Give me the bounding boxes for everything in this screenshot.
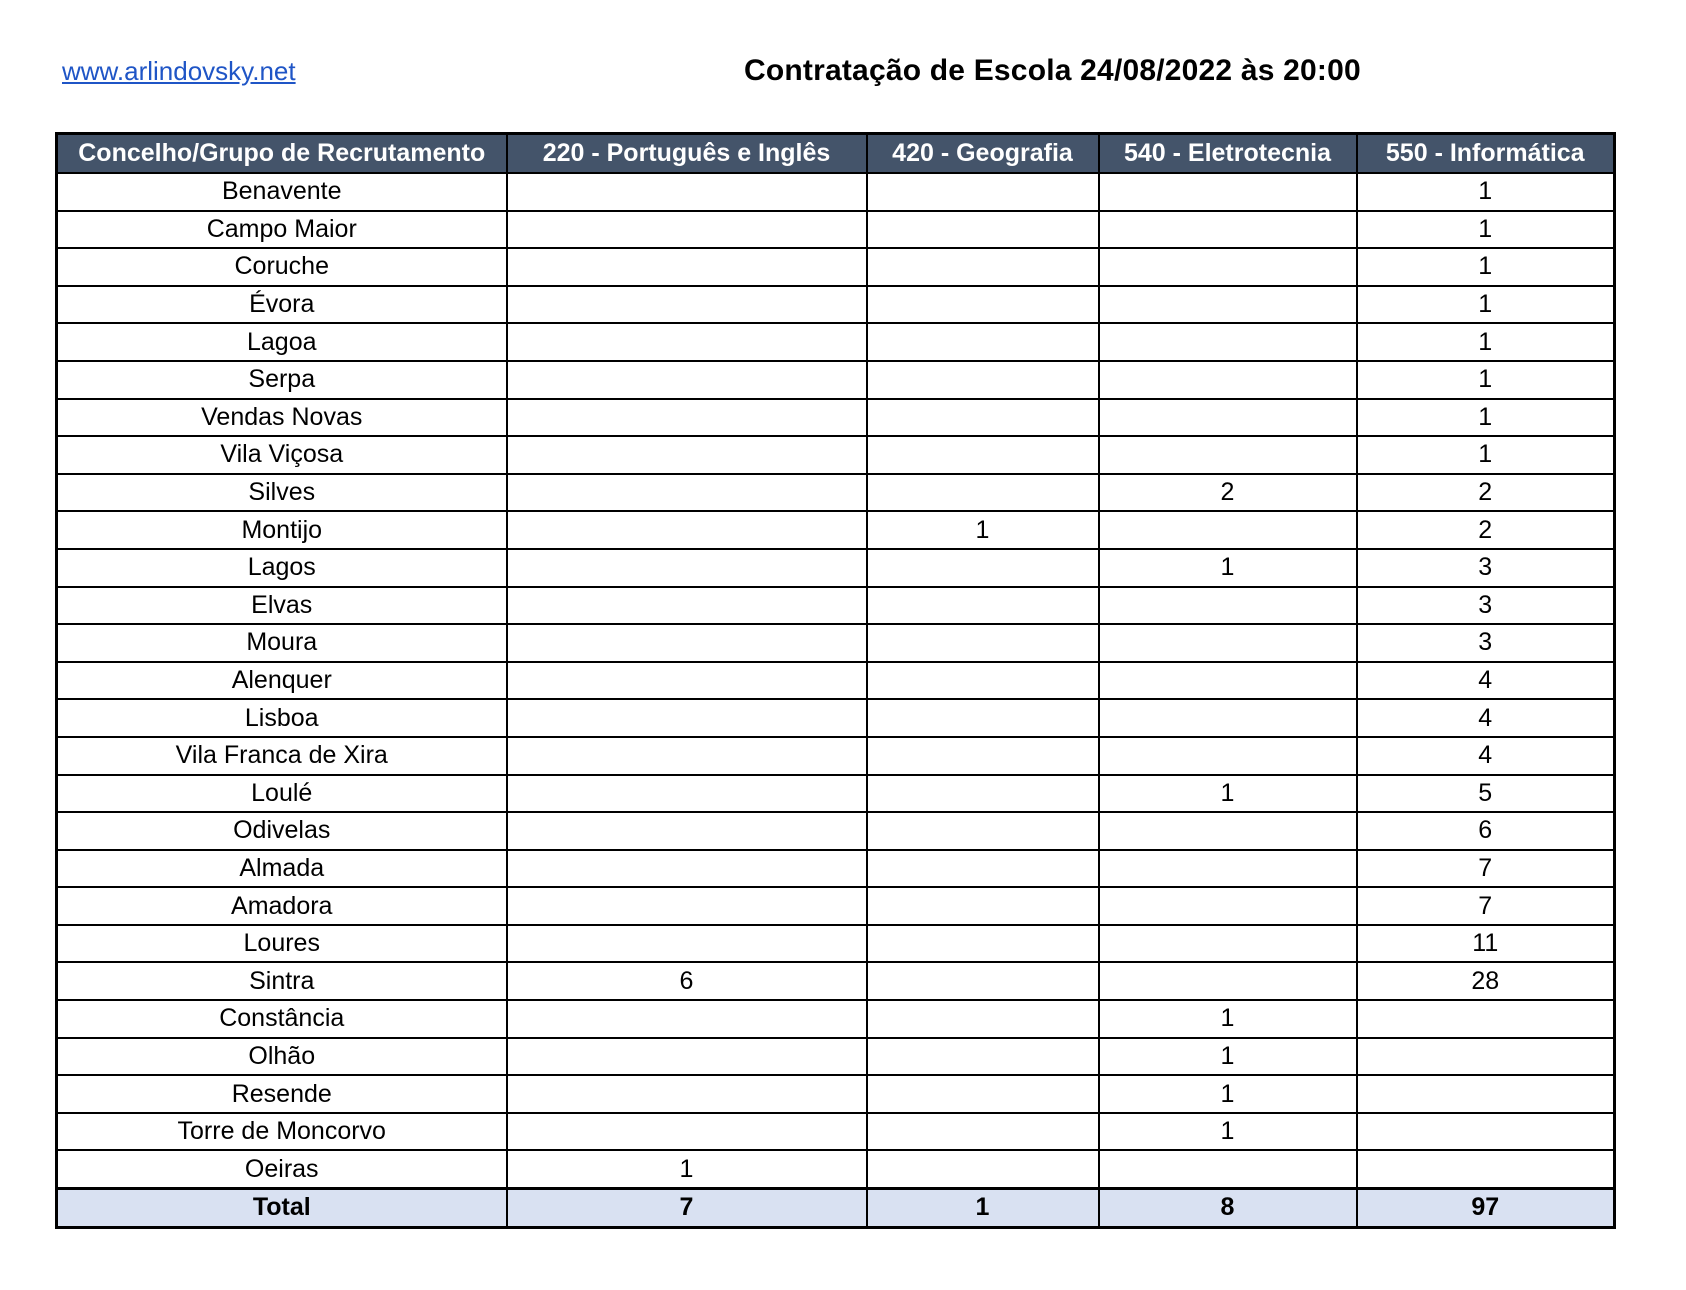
count-cell: 3 [1357,624,1615,662]
table-row [57,474,1615,512]
concelho-cell: Torre de Moncorvo [57,1113,507,1151]
count-cell [1357,1113,1615,1151]
concelho-cell: Resende [57,1075,507,1113]
concelho-cell: Alenquer [57,662,507,700]
concelho-cell: Campo Maior [57,211,507,249]
count-cell [867,1113,1099,1151]
total-cell: 97 [1357,1189,1615,1228]
count-cell [867,248,1099,286]
count-cell [867,1150,1099,1188]
concelho-cell: Lisboa [57,699,507,737]
count-cell: 7 [1357,850,1615,888]
total-cell: 7 [507,1189,867,1228]
concelho-cell: Serpa [57,361,507,399]
count-cell [507,511,867,549]
count-cell [867,323,1099,361]
table-row [57,361,1615,399]
table-row [57,1113,1615,1151]
count-cell [1099,511,1357,549]
count-cell: 7 [1357,887,1615,925]
count-cell [867,699,1099,737]
table-row [57,399,1615,437]
count-cell [1099,699,1357,737]
count-cell [867,474,1099,512]
table-row [57,173,1615,211]
table-row [57,587,1615,625]
count-cell [867,1000,1099,1038]
concelho-cell: Lagos [57,549,507,587]
concelho-cell: Évora [57,286,507,324]
count-cell [867,925,1099,963]
count-cell: 1 [1357,399,1615,437]
count-cell [1099,286,1357,324]
count-cell [1099,662,1357,700]
total-label: Total [57,1189,507,1228]
total-cell: 1 [867,1189,1099,1228]
count-cell [507,925,867,963]
count-cell [1099,925,1357,963]
count-cell [1099,850,1357,888]
count-cell [1099,887,1357,925]
concelho-cell: Almada [57,850,507,888]
concelho-cell: Vendas Novas [57,399,507,437]
count-cell: 4 [1357,699,1615,737]
count-cell: 3 [1357,549,1615,587]
data-table [55,132,1616,1229]
count-cell [507,812,867,850]
count-cell [1357,1150,1615,1188]
count-cell [507,549,867,587]
count-cell [867,887,1099,925]
count-cell [867,211,1099,249]
count-cell [507,1113,867,1151]
table-row [57,624,1615,662]
count-cell [507,436,867,474]
count-cell: 1 [1357,248,1615,286]
count-cell [867,962,1099,1000]
column-header-550: 550 - Informática [1357,134,1615,174]
count-cell [1099,587,1357,625]
count-cell: 1 [1357,323,1615,361]
count-cell: 1 [1099,549,1357,587]
count-cell: 1 [1099,1075,1357,1113]
count-cell: 4 [1357,737,1615,775]
count-cell [1099,624,1357,662]
count-cell [507,286,867,324]
count-cell [507,887,867,925]
count-cell [507,1038,867,1076]
count-cell [1357,1000,1615,1038]
count-cell [1099,211,1357,249]
count-cell [507,474,867,512]
table-row [57,511,1615,549]
count-cell: 1 [1357,173,1615,211]
count-cell [1099,1150,1357,1188]
table-row [57,323,1615,361]
count-cell [507,399,867,437]
concelho-cell: Montijo [57,511,507,549]
count-cell: 1 [507,1150,867,1188]
count-cell [867,812,1099,850]
count-cell: 1 [1099,1038,1357,1076]
count-cell [867,549,1099,587]
count-cell [507,361,867,399]
table-row [57,549,1615,587]
count-cell [507,323,867,361]
count-cell [507,699,867,737]
concelho-cell: Sintra [57,962,507,1000]
count-cell [507,587,867,625]
concelho-cell: Loulé [57,775,507,813]
count-cell [507,1075,867,1113]
count-cell: 2 [1099,474,1357,512]
count-cell: 2 [1357,474,1615,512]
count-cell: 11 [1357,925,1615,963]
count-cell: 28 [1357,962,1615,1000]
count-cell [1099,399,1357,437]
count-cell [1357,1038,1615,1076]
count-cell [867,361,1099,399]
table-header-row [57,134,1615,174]
count-cell: 1 [1357,211,1615,249]
table-row [57,248,1615,286]
count-cell [867,399,1099,437]
count-cell [1099,361,1357,399]
count-cell [867,173,1099,211]
table-body [57,173,1615,1189]
count-cell: 1 [1099,1113,1357,1151]
table-row [57,887,1615,925]
column-header-540: 540 - Eletrotecnia [1099,134,1357,174]
table-row [57,925,1615,963]
concelho-cell: Lagoa [57,323,507,361]
count-cell [1099,737,1357,775]
count-cell [867,624,1099,662]
count-cell: 1 [1357,436,1615,474]
concelho-cell: Amadora [57,887,507,925]
table-row [57,775,1615,813]
concelho-cell: Silves [57,474,507,512]
count-cell [867,662,1099,700]
concelho-cell: Vila Franca de Xira [57,737,507,775]
table-row [57,1075,1615,1113]
count-cell: 1 [867,511,1099,549]
site-link[interactable]: www.arlindovsky.net [62,56,296,86]
table-row [57,1038,1615,1076]
count-cell [1099,962,1357,1000]
table-row [57,737,1615,775]
column-header-220: 220 - Português e Inglês [507,134,867,174]
table-row [57,1150,1615,1188]
concelho-cell: Vila Viçosa [57,436,507,474]
concelho-cell: Oeiras [57,1150,507,1188]
count-cell: 1 [1357,361,1615,399]
count-cell: 1 [1099,1000,1357,1038]
count-cell: 3 [1357,587,1615,625]
count-cell [1357,1075,1615,1113]
count-cell [867,850,1099,888]
table-row [57,211,1615,249]
count-cell [507,624,867,662]
count-cell: 1 [1357,286,1615,324]
count-cell [867,286,1099,324]
table-row [57,286,1615,324]
count-cell: 4 [1357,662,1615,700]
count-cell [507,850,867,888]
count-cell [1099,248,1357,286]
table-row [57,662,1615,700]
count-cell [507,1000,867,1038]
table-row [57,962,1615,1000]
table-row [57,1000,1615,1038]
count-cell [867,436,1099,474]
count-cell [1099,436,1357,474]
count-cell [507,248,867,286]
count-cell: 6 [507,962,867,1000]
count-cell [1099,812,1357,850]
page-title: Contratação de Escola 24/08/2022 às 20:00 [744,54,1361,87]
concelho-cell: Constância [57,1000,507,1038]
count-cell [507,211,867,249]
table-row [57,812,1615,850]
count-cell [1099,323,1357,361]
count-cell [867,775,1099,813]
total-row [57,1189,1615,1228]
count-cell: 5 [1357,775,1615,813]
column-header-420: 420 - Geografia [867,134,1099,174]
count-cell [507,173,867,211]
count-cell [867,587,1099,625]
concelho-cell: Loures [57,925,507,963]
concelho-cell: Moura [57,624,507,662]
table-row [57,436,1615,474]
count-cell [507,662,867,700]
count-cell [867,1038,1099,1076]
concelho-cell: Elvas [57,587,507,625]
count-cell [1099,173,1357,211]
count-cell: 6 [1357,812,1615,850]
count-cell [867,737,1099,775]
count-cell [507,737,867,775]
count-cell: 1 [1099,775,1357,813]
column-header-concelho: Concelho/Grupo de Recrutamento [57,134,507,174]
count-cell: 2 [1357,511,1615,549]
total-cell: 8 [1099,1189,1357,1228]
table-row [57,850,1615,888]
count-cell [867,1075,1099,1113]
table-row [57,699,1615,737]
concelho-cell: Coruche [57,248,507,286]
concelho-cell: Benavente [57,173,507,211]
concelho-cell: Olhão [57,1038,507,1076]
concelho-cell: Odivelas [57,812,507,850]
count-cell [507,775,867,813]
